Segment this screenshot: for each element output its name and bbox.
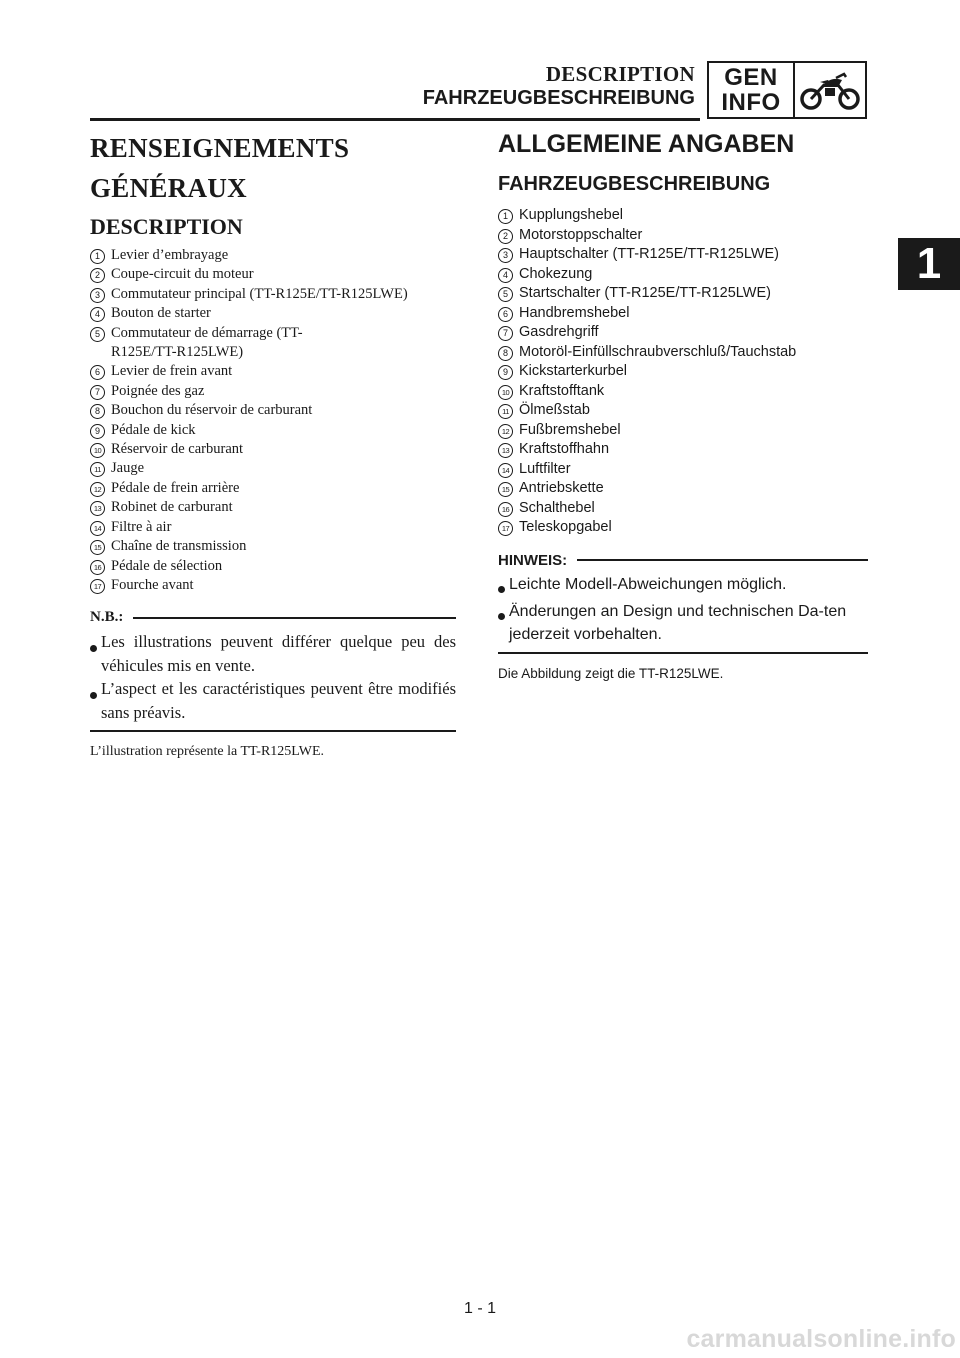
item-number: 9 [498, 365, 513, 380]
heading-de: ALLGEMEINE ANGABEN [498, 130, 795, 158]
parts-list-fr [90, 246, 456, 595]
item-number: 2 [90, 268, 105, 283]
list-item [90, 362, 456, 381]
list-item [498, 362, 868, 382]
list-item [90, 382, 456, 401]
list-item [498, 304, 868, 324]
list-item [498, 479, 868, 499]
note-label: HINWEIS: [498, 551, 568, 569]
note-list [498, 573, 868, 646]
list-item [90, 557, 456, 576]
parts-list-de [498, 206, 868, 538]
item-number: 1 [498, 209, 513, 224]
item-number: 6 [90, 365, 105, 380]
item-number: 8 [90, 404, 105, 419]
list-item [90, 498, 456, 517]
item-label: Gasdrehgriff [519, 324, 599, 340]
note-text: L’aspect et les caractéristiques peuvent être modifiés sans préavis. [101, 679, 456, 722]
item-label: Levier d’embrayage [111, 247, 229, 263]
list-item [498, 343, 868, 363]
watermark: carmanualsonline.info [686, 1325, 956, 1353]
item-number: 4 [498, 268, 513, 283]
item-number: 4 [90, 307, 105, 322]
subheading-de: FAHRZEUGBESCHREIBUNG [498, 173, 771, 195]
list-item [498, 245, 868, 265]
list-item [90, 421, 456, 440]
gen-info-badge [707, 61, 867, 119]
column-german [498, 128, 868, 681]
list-item [498, 499, 868, 519]
item-number: 1 [90, 249, 105, 264]
list-item [498, 382, 868, 402]
column-french [90, 128, 456, 760]
badge-line-2: INFO [721, 89, 781, 116]
bullet-icon [90, 630, 101, 659]
list-item [90, 440, 456, 459]
item-label: Pédale de frein arrière [111, 479, 240, 496]
item-label: Kickstarterkurbel [519, 363, 627, 379]
list-item [90, 479, 456, 498]
subheading-fr: DESCRIPTION [90, 214, 243, 239]
list-item [90, 285, 456, 304]
note-item [498, 600, 868, 646]
item-number: 14 [90, 521, 105, 536]
item-number: 13 [498, 443, 513, 458]
section-title-de: FAHRZEUGBESCHREIBUNG [422, 87, 695, 109]
note-header [498, 552, 868, 569]
note-header [90, 609, 456, 626]
item-label: Pédale de sélection [111, 557, 223, 574]
note-bottom-rule [90, 730, 456, 732]
item-label: Startschalter (TT-R125E/TT-R125LWE) [519, 285, 771, 301]
section-header [423, 62, 695, 110]
illustration-caption-de: Die Abbildung zeigt die TT-R125LWE. [498, 665, 724, 681]
item-label: Jauge [111, 460, 145, 477]
list-item [498, 518, 868, 538]
bullet-icon [498, 573, 509, 600]
badge-text [709, 63, 795, 117]
item-number: 5 [90, 327, 105, 342]
list-item [90, 459, 456, 478]
item-number: 10 [90, 443, 105, 458]
item-label: Poignée des gaz [111, 382, 205, 399]
item-label: Fußbremshebel [519, 421, 621, 438]
item-number: 3 [498, 248, 513, 263]
item-label: Luftfilter [519, 460, 571, 477]
list-item [498, 206, 868, 226]
item-number: 12 [498, 424, 513, 439]
list-item [90, 537, 456, 556]
item-label: Chaîne de transmission [111, 538, 247, 555]
item-number: 7 [498, 326, 513, 341]
list-item [90, 401, 456, 420]
list-item [498, 265, 868, 285]
header-rule [90, 118, 700, 121]
item-label: Kraftstoffhahn [519, 441, 610, 457]
item-label: Commutateur principal (TT-R125E/TT-R125LWE) [111, 285, 408, 302]
illustration-caption-fr: L’illustration représente la TT-R125LWE. [90, 744, 325, 760]
item-label: Fourche avant [111, 576, 194, 593]
item-label: Motorstoppschalter [519, 226, 643, 243]
item-number: 8 [498, 346, 513, 361]
item-label: Chokezung [519, 265, 593, 282]
note-bottom-rule [498, 652, 868, 654]
note-box-fr [90, 609, 456, 732]
item-number: 7 [90, 385, 105, 400]
item-number: 6 [498, 307, 513, 322]
list-item [498, 401, 868, 421]
item-number: 17 [90, 579, 105, 594]
item-number: 10 [498, 385, 513, 400]
note-text: Änderungen an Design und technischen Da-ten jederzeit vorbehalten. [509, 602, 847, 643]
list-item [498, 421, 868, 441]
item-number: 12 [90, 482, 105, 497]
note-item [498, 573, 868, 600]
list-item [498, 323, 868, 343]
item-number: 3 [90, 288, 105, 303]
page-number: 1 - 1 [463, 1300, 496, 1317]
motorcycle-icon [795, 63, 865, 117]
note-item [90, 677, 456, 724]
item-label: Commutateur de démarrage (TT-R125E/TT-R125LWE) [111, 324, 303, 361]
bullet-icon [498, 600, 509, 627]
item-label: Antriebskette [519, 480, 604, 496]
section-title-fr: DESCRIPTION [545, 62, 695, 86]
item-number: 2 [498, 229, 513, 244]
item-label: Réservoir de carburant [111, 441, 244, 458]
heading-fr-line-1: RENSEIGNEMENTS [90, 133, 350, 163]
item-number: 14 [498, 463, 513, 478]
item-label: Ölmeßstab [519, 402, 590, 418]
list-item [498, 460, 868, 480]
list-item [498, 284, 868, 304]
list-item [90, 246, 456, 265]
item-label: Schalthebel [519, 499, 595, 516]
list-item [90, 518, 456, 537]
chapter-tab: 1 [898, 238, 960, 290]
note-rule [577, 559, 868, 561]
item-label: Levier de frein avant [111, 363, 233, 380]
badge-line-1: GEN [724, 64, 778, 91]
item-number: 16 [498, 502, 513, 517]
note-list [90, 630, 456, 724]
item-number: 9 [90, 424, 105, 439]
item-number: 17 [498, 521, 513, 536]
note-label: N.B.: [90, 609, 124, 626]
item-label: Kraftstofftank [519, 382, 605, 399]
note-text: Leichte Modell-Abweichungen möglich. [509, 575, 787, 593]
note-text: Les illustrations peuvent différer quelque peu des véhicules mis en vente. [101, 632, 456, 675]
item-number: 16 [90, 560, 105, 575]
item-number: 13 [90, 501, 105, 516]
item-number: 15 [90, 540, 105, 555]
note-box-de [498, 552, 868, 654]
heading-fr-line-2: GÉNÉRAUX [90, 173, 247, 203]
list-item [90, 265, 456, 284]
note-rule [133, 617, 456, 619]
list-item [90, 576, 456, 595]
item-number: 11 [90, 462, 105, 477]
list-item [90, 304, 456, 323]
item-label: Coupe-circuit du moteur [111, 266, 254, 283]
item-label: Bouton de starter [111, 305, 211, 322]
item-label: Motoröl-Einfüllschraubverschluß/Tauchstab [519, 343, 797, 360]
item-label: Filtre à air [111, 518, 172, 535]
item-label: Bouchon du réservoir de carburant [111, 402, 313, 419]
item-label: Robinet de carburant [111, 499, 233, 516]
item-number: 11 [498, 404, 513, 419]
list-item [498, 440, 868, 460]
note-item [90, 630, 456, 677]
item-label: Kupplungshebel [519, 207, 624, 223]
item-label: Hauptschalter (TT-R125E/TT-R125LWE) [519, 246, 780, 262]
bullet-icon [90, 677, 101, 706]
item-label: Handbremshebel [519, 304, 630, 321]
item-number: 15 [498, 482, 513, 497]
list-item [90, 324, 456, 363]
item-label: Teleskopgabel [519, 519, 612, 535]
item-label: Pédale de kick [111, 421, 196, 438]
item-number: 5 [498, 287, 513, 302]
list-item [498, 226, 868, 246]
